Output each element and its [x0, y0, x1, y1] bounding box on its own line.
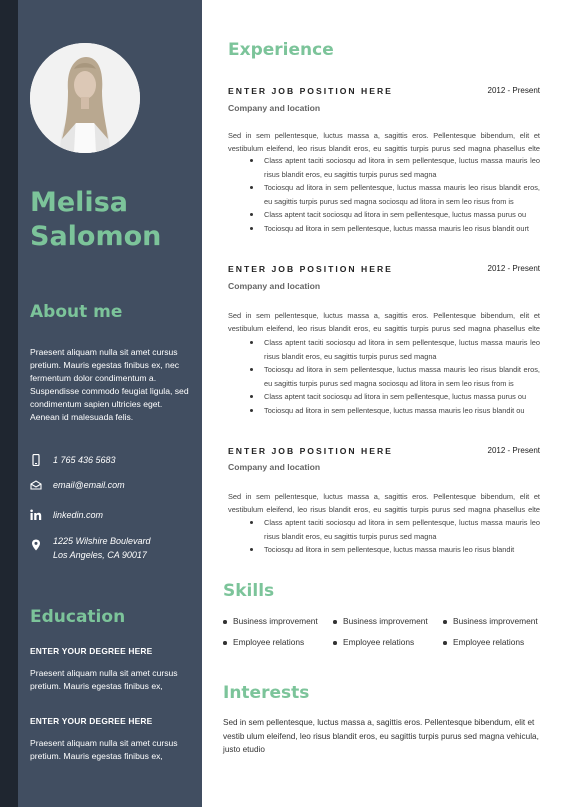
- address-line-1: 1225 Wilshire Boulevard: [53, 536, 151, 546]
- job-bullets: [248, 336, 540, 417]
- job-description: Sed in sem pellentesque, luctus massa a, sagittis eros. Pellentesque bibendum, elit et vestibulum eleifend, leo risus blandit eros, eu sagittis turpis purus sed magna phasellus elte: [228, 492, 540, 514]
- location-pin-icon: [30, 539, 42, 551]
- skills-heading: Skills: [223, 581, 275, 601]
- skill-item: Business improvement: [223, 616, 318, 626]
- job-date: 2012 - Present: [487, 86, 540, 95]
- linkedin-icon: [30, 509, 42, 521]
- list-item: Class aptent tacit sociosqu ad litora in sem pellentesque, luctus massa purus ou: [248, 208, 540, 222]
- job-title: ENTER JOB POSITION HERE: [228, 86, 393, 96]
- job-company: Company and location: [228, 462, 321, 472]
- degree-description: Praesent aliquam nulla sit amet cursus pretium. Mauris egestas finibus ex,: [30, 738, 178, 761]
- education-heading: Education: [30, 607, 126, 627]
- first-name: Melisa: [30, 187, 128, 218]
- job-company: Company and location: [228, 281, 321, 291]
- list-item: Class aptent taciti sociosqu ad litora in sem pellentesque, luctus massa mauris leo risus blandit eros, eu sagittis turpis purus sed magna: [248, 154, 540, 181]
- degree-title: ENTER YOUR DEGREE HERE: [30, 646, 153, 656]
- job-bullets: [248, 516, 540, 557]
- skill-item: Business improvement: [333, 616, 428, 626]
- list-item: Tociosqu ad litora in sem pellentesque, luctus massa mauris leo risus blandit ou: [248, 404, 540, 418]
- degree-title: ENTER YOUR DEGREE HERE: [30, 716, 153, 726]
- mail-icon: [30, 479, 42, 491]
- job-bullets: [248, 154, 540, 235]
- sidebar: [18, 0, 202, 807]
- job-title: ENTER JOB POSITION HERE: [228, 264, 393, 274]
- interests-text: Sed in sem pellentesque, luctus massa a, sagittis eros. Pellentesque bibendum, elit et vestib ulum eleifend, leo risus blandit eros, eu sagittis turpis purus sed magna vehicula, justo etudio: [223, 718, 539, 754]
- about-heading: About me: [30, 302, 123, 322]
- list-item: Tociosqu ad litora in sem pellentesque, luctus massa mauris leo risus blandit eros, eu sagittis turpis purus sed magna sociosqu ad litora in sem leo risus from is: [248, 181, 540, 208]
- sidebar-dark-stripe: [0, 0, 18, 807]
- address-line-2: Los Angeles, CA 90017: [53, 550, 147, 560]
- skill-item: Business improvement: [443, 616, 538, 626]
- job-title: ENTER JOB POSITION HERE: [228, 446, 393, 456]
- interests-heading: Interests: [223, 683, 310, 703]
- job-description: Sed in sem pellentesque, luctus massa a, sagittis eros. Pellentesque bibendum, elit et vestibulum eleifend, leo risus blandit eros, eu sagittis turpis purus sed magna phasellus elte: [228, 311, 540, 333]
- linkedin-link[interactable]: linkedin.com: [53, 510, 104, 520]
- job-date: 2012 - Present: [487, 264, 540, 273]
- job-company: Company and location: [228, 103, 321, 113]
- list-item: Class aptent taciti sociosqu ad litora in sem pellentesque, luctus massa mauris leo risus blandit eros, eu sagittis turpis purus sed magna: [248, 516, 540, 543]
- degree-description: Praesent aliquam nulla sit amet cursus pretium. Mauris egestas finibus ex,: [30, 668, 178, 691]
- phone-icon: [30, 454, 42, 466]
- skill-item: Employee relations: [333, 637, 414, 647]
- list-item: Tociosqu ad litora in sem pellentesque, luctus massa mauris leo risus blandit eros, eu sagittis turpis purus sed magna sociosqu ad litora in sem leo risus from is: [248, 363, 540, 390]
- list-item: Class aptent taciti sociosqu ad litora in sem pellentesque, luctus massa mauris leo risus blandit eros, eu sagittis turpis purus sed magna: [248, 336, 540, 363]
- about-text: Praesent aliquam nulla sit amet cursus pretium. Mauris egestas finibus ex, nec fermentum dolor condimentum a. Suspendisse commodo feugiat ligula, sed condimentum sapien ultricies eget. Aenean id malesuada felis.: [30, 347, 189, 422]
- last-name: Salomon: [30, 221, 162, 252]
- skill-item: Employee relations: [223, 637, 304, 647]
- experience-heading: Experience: [228, 40, 334, 60]
- phone-number: 1 765 436 5683: [53, 455, 116, 465]
- list-item: Tociosqu ad litora in sem pellentesque, luctus massa mauris leo risus blandit ourt: [248, 222, 540, 236]
- skill-item: Employee relations: [443, 637, 524, 647]
- job-description: Sed in sem pellentesque, luctus massa a, sagittis eros. Pellentesque bibendum, elit et vestibulum eleifend, leo risus blandit eros, eu sagittis turpis purus sed magna phasellus elte: [228, 131, 540, 153]
- job-date: 2012 - Present: [487, 446, 540, 455]
- email-address[interactable]: email@email.com: [53, 480, 125, 490]
- profile-photo: [30, 43, 140, 153]
- list-item: Tociosqu ad litora in sem pellentesque, luctus massa mauris leo risus blandit: [248, 543, 540, 557]
- person-name: [30, 186, 161, 254]
- profile-photo-illustration: [30, 43, 140, 153]
- list-item: Class aptent tacit sociosqu ad litora in sem pellentesque, luctus massa purus ou: [248, 390, 540, 404]
